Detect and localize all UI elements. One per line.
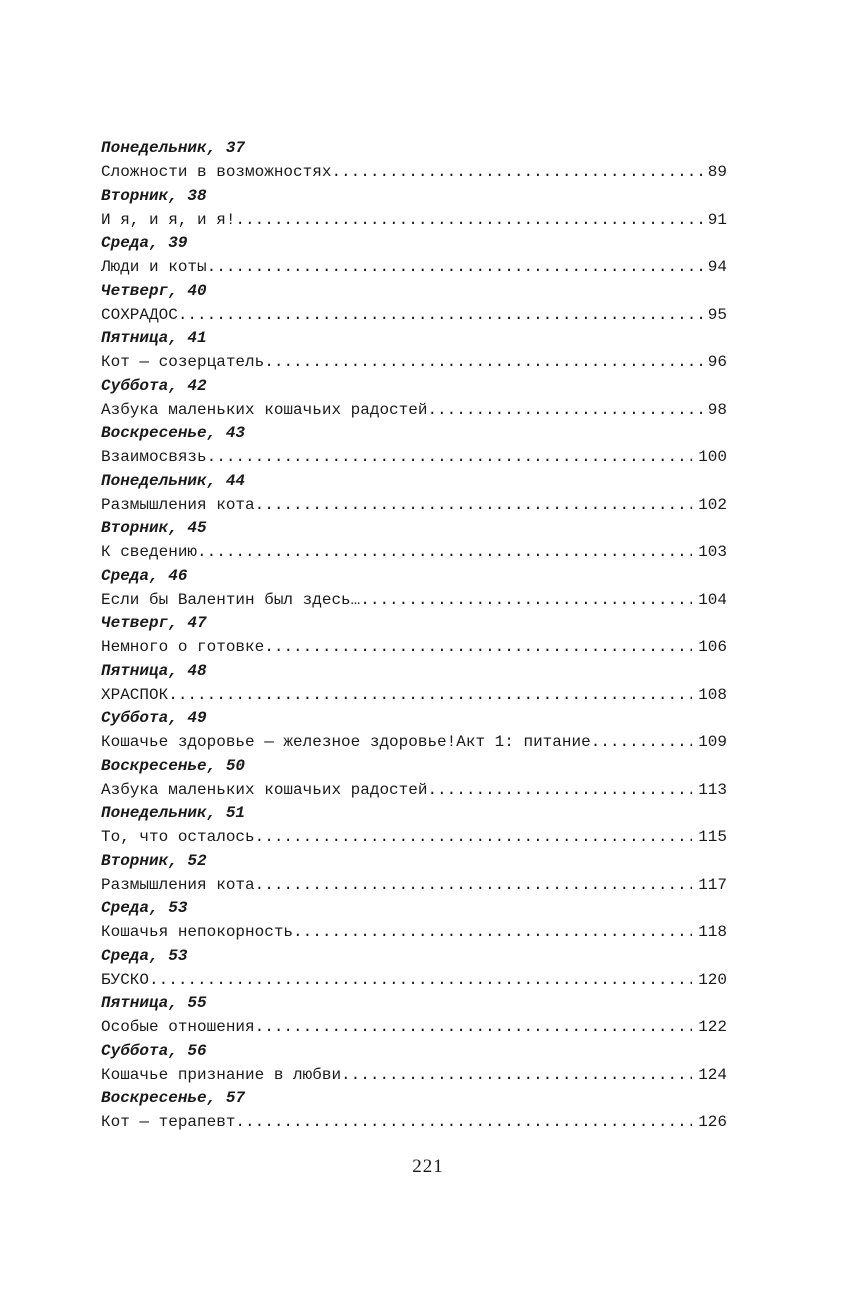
toc-page-number: 102 <box>698 495 727 514</box>
toc-page-number: 122 <box>698 1018 727 1036</box>
toc-title: К сведению <box>101 540 197 564</box>
toc-entry <box>101 707 727 755</box>
toc-page-number: 118 <box>698 923 727 941</box>
toc-entry <box>101 422 727 470</box>
toc-page-number: 113 <box>698 780 727 799</box>
toc-day-heading: Вторник, 45 <box>101 519 207 537</box>
toc-leader-dots <box>255 493 693 517</box>
toc-day-heading: Воскресенье, 50 <box>101 756 246 775</box>
toc-title: ХРАСПОК <box>101 683 168 707</box>
toc-entry <box>101 945 727 993</box>
toc-day-heading: Среда, 53 <box>101 946 188 965</box>
toc-title: Немного о готовке <box>101 635 264 659</box>
toc-leader-dots <box>427 398 701 422</box>
table-of-contents <box>101 137 727 1135</box>
toc-title: Кот — терапевт <box>101 1110 235 1134</box>
toc-line <box>101 778 727 802</box>
toc-leader-dots <box>235 208 701 232</box>
toc-entry <box>101 1087 727 1135</box>
toc-title: Особые отношения <box>101 1015 255 1039</box>
toc-line <box>101 635 727 659</box>
toc-day-heading: Суббота, 49 <box>101 709 207 727</box>
toc-leader-dots <box>168 683 692 707</box>
toc-leader-dots <box>178 303 702 327</box>
toc-day-heading: Пятница, 55 <box>101 994 207 1012</box>
toc-line <box>101 920 727 944</box>
toc-line <box>101 350 727 374</box>
toc-page-number: 104 <box>698 590 727 609</box>
toc-leader-dots <box>207 445 693 469</box>
toc-title: То, что осталось <box>101 825 255 849</box>
toc-page-number: 106 <box>698 638 727 656</box>
toc-entry <box>101 470 727 518</box>
toc-leader-dots <box>255 1015 693 1039</box>
toc-leader-dots <box>197 540 692 564</box>
toc-entry <box>101 755 727 803</box>
toc-line <box>101 208 727 232</box>
toc-title: И я, и я, и я! <box>101 208 235 232</box>
toc-entry <box>101 232 727 280</box>
toc-page-number: 98 <box>707 400 727 419</box>
toc-line <box>101 730 727 754</box>
toc-line <box>101 1015 727 1039</box>
toc-title: Кот — созерцатель <box>101 350 264 374</box>
toc-leader-dots <box>427 778 692 802</box>
toc-title: Кошачье здоровье — железное здоровье!Акт 1: питание <box>101 730 591 754</box>
toc-day-heading: Понедельник, 44 <box>101 471 246 490</box>
toc-title: БУСКО <box>101 968 149 992</box>
toc-page-number: 124 <box>698 1065 727 1084</box>
toc-day-heading: Понедельник, 37 <box>101 139 246 157</box>
toc-line <box>101 825 727 849</box>
toc-title: Если бы Валентин был здесь… <box>101 588 360 612</box>
toc-entry <box>101 992 727 1040</box>
toc-line <box>101 493 727 517</box>
toc-title: Люди и коты <box>101 255 207 279</box>
toc-leader-dots <box>207 255 702 279</box>
toc-day-heading: Суббота, 56 <box>101 1041 207 1060</box>
toc-page-number: 108 <box>698 685 727 704</box>
toc-title: Размышления кота <box>101 873 255 897</box>
toc-entry <box>101 1040 727 1088</box>
toc-entry <box>101 565 727 613</box>
toc-page-number: 89 <box>707 163 727 181</box>
toc-entry <box>101 280 727 328</box>
toc-leader-dots <box>264 635 692 659</box>
toc-line <box>101 303 727 327</box>
toc-entry <box>101 612 727 660</box>
toc-title: Азбука маленьких кошачьих радостей <box>101 778 427 802</box>
toc-leader-dots <box>293 920 692 944</box>
toc-day-heading: Четверг, 40 <box>101 281 207 300</box>
toc-line <box>101 1063 727 1087</box>
toc-page-number: 115 <box>698 828 727 846</box>
toc-title: Кошачье признание в любви <box>101 1063 341 1087</box>
toc-entry <box>101 517 727 565</box>
toc-leader-dots <box>591 730 693 754</box>
toc-title: СОХРАДОС <box>101 303 178 327</box>
toc-page-number: 126 <box>698 1113 727 1131</box>
toc-line <box>101 683 727 707</box>
toc-leader-dots <box>235 1110 692 1134</box>
toc-leader-dots <box>264 350 702 374</box>
toc-line <box>101 398 727 422</box>
toc-page-number: 94 <box>707 258 727 276</box>
toc-entry <box>101 850 727 898</box>
toc-page-number: 117 <box>698 875 727 894</box>
toc-line <box>101 160 727 184</box>
toc-entry <box>101 802 727 850</box>
toc-day-heading: Пятница, 48 <box>101 661 207 680</box>
toc-day-heading: Пятница, 41 <box>101 329 207 347</box>
toc-entry <box>101 897 727 945</box>
toc-leader-dots <box>255 873 693 897</box>
toc-leader-dots <box>149 968 692 992</box>
toc-day-heading: Воскресенье, 43 <box>101 424 246 442</box>
toc-page-number: 96 <box>707 353 727 371</box>
toc-line <box>101 873 727 897</box>
toc-title: Кошачья непокорность <box>101 920 293 944</box>
toc-title: Сложности в возможностях <box>101 160 331 184</box>
toc-day-heading: Вторник, 52 <box>101 851 207 870</box>
toc-line <box>101 445 727 469</box>
toc-leader-dots <box>360 588 692 612</box>
toc-line <box>101 968 727 992</box>
toc-page-number: 103 <box>698 543 727 561</box>
toc-line <box>101 540 727 564</box>
toc-day-heading: Воскресенье, 57 <box>101 1089 246 1107</box>
toc-page-number: 109 <box>698 733 727 751</box>
toc-title: Размышления кота <box>101 493 255 517</box>
toc-day-heading: Понедельник, 51 <box>101 804 246 822</box>
toc-leader-dots <box>341 1063 692 1087</box>
page-footer-number: 221 <box>412 1156 444 1177</box>
toc-line <box>101 588 727 612</box>
toc-entry <box>101 137 727 185</box>
toc-day-heading: Вторник, 38 <box>101 186 207 205</box>
toc-day-heading: Суббота, 42 <box>101 376 207 395</box>
toc-page-number: 91 <box>707 210 727 229</box>
toc-leader-dots <box>255 825 693 849</box>
toc-page-number: 120 <box>698 970 727 989</box>
toc-line <box>101 1110 727 1134</box>
toc-title: Взаимосвязь <box>101 445 207 469</box>
toc-entry <box>101 660 727 708</box>
toc-page-number: 100 <box>698 448 727 466</box>
toc-entry <box>101 185 727 233</box>
toc-leader-dots <box>331 160 701 184</box>
toc-day-heading: Среда, 53 <box>101 899 188 917</box>
toc-entry <box>101 327 727 375</box>
toc-entry <box>101 375 727 423</box>
toc-day-heading: Среда, 39 <box>101 234 188 252</box>
toc-line <box>101 255 727 279</box>
toc-title: Азбука маленьких кошачьих радостей <box>101 398 427 422</box>
toc-day-heading: Четверг, 47 <box>101 614 207 632</box>
toc-page-number: 95 <box>707 305 727 324</box>
toc-day-heading: Среда, 46 <box>101 566 188 585</box>
